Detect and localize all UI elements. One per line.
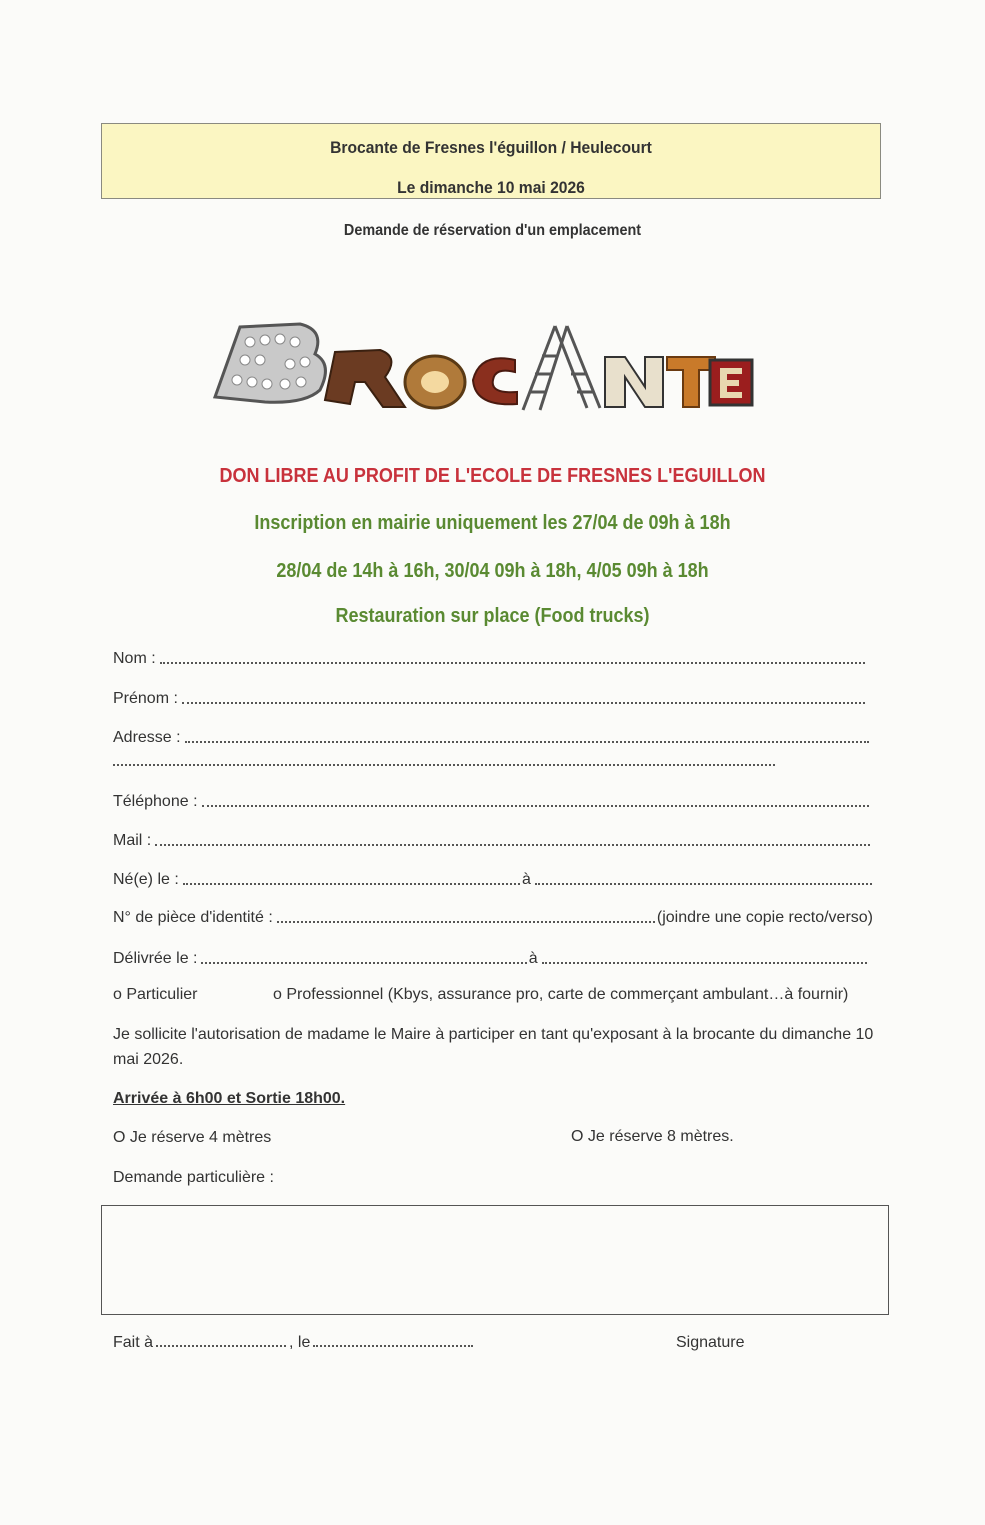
- field-mail[interactable]: [113, 828, 872, 850]
- piece-note: (joindre une copie recto/verso): [656, 909, 873, 926]
- inscription-line: Inscription en mairie uniquement les 27/04 de 09h à 18h: [254, 512, 731, 534]
- logo-letter-a-ladder: [523, 326, 600, 410]
- arrivee-sortie-note: Arrivée à 6h00 et Sortie 18h00.: [113, 1090, 346, 1107]
- field-telephone[interactable]: [113, 789, 871, 811]
- signature-label: Signature: [676, 1334, 745, 1351]
- ne-lieu-line[interactable]: [535, 882, 872, 885]
- checkbox-particulier[interactable]: o Particulier: [113, 986, 198, 1003]
- food-trucks-line: Restauration sur place (Food trucks): [335, 605, 650, 627]
- field-prenom[interactable]: [113, 686, 867, 708]
- mail-label: Mail :: [113, 832, 152, 849]
- field-adresse[interactable]: [113, 725, 871, 747]
- fait-a-label: Fait à: [113, 1334, 154, 1351]
- schedule-line: 28/04 de 14h à 16h, 30/04 09h à 18h, 4/05 09h à 18h: [276, 560, 709, 582]
- fait-a-line[interactable]: [156, 1344, 286, 1347]
- sollicite-paragraph: Je sollicite l'autorisation de madame le Maire à participer en tant qu'exposant à la brocante du dimanche 10 mai 2026.: [113, 1026, 874, 1068]
- piece-label: N° de pièce d'identité :: [113, 909, 273, 926]
- brocante-logo: [205, 312, 755, 417]
- delivree-lieu-line[interactable]: [542, 961, 867, 964]
- logo-letter-n: [605, 357, 663, 407]
- header-event-title: Brocante de Fresnes l'éguillon / Heulecourt: [330, 138, 652, 157]
- delivree-a-label: à: [528, 950, 538, 967]
- field-delivree[interactable]: [113, 946, 869, 968]
- piece-input-line[interactable]: [277, 920, 655, 923]
- adresse-input-line-2[interactable]: [113, 763, 775, 766]
- logo-letter-t: [667, 357, 715, 407]
- adresse-label: Adresse :: [113, 729, 181, 746]
- header-event-date: Le dimanche 10 mai 2026: [397, 178, 585, 197]
- fait-a-row: [113, 1334, 476, 1352]
- logo-letter-c: [473, 358, 517, 404]
- demande-particuliere-label: Demande particulière :: [113, 1169, 274, 1186]
- checkbox-professionnel[interactable]: o Professionnel (Kbys, assurance pro, carte de commerçant ambulant…à fournir): [273, 986, 849, 1003]
- adresse-input-line[interactable]: [185, 740, 869, 743]
- header-box: [101, 123, 881, 199]
- option-reserve-8m[interactable]: O Je réserve 8 mètres.: [571, 1128, 734, 1145]
- delivree-date-line[interactable]: [201, 961, 526, 964]
- field-ne-le[interactable]: [113, 867, 874, 889]
- prenom-label: Prénom :: [113, 690, 178, 707]
- demande-particuliere-box[interactable]: [101, 1205, 889, 1315]
- ne-a-label: à: [521, 871, 531, 888]
- mail-input-line[interactable]: [155, 843, 870, 846]
- le-label: , le: [289, 1334, 311, 1351]
- logo-letter-b: [215, 324, 325, 402]
- field-piece-identite[interactable]: [113, 905, 873, 927]
- don-libre-banner: DON LIBRE AU PROFIT DE L'ECOLE DE FRESNES L'EGUILLON: [219, 465, 766, 487]
- prenom-input-line[interactable]: [182, 701, 865, 704]
- nom-input-line[interactable]: [160, 661, 865, 664]
- telephone-input-line[interactable]: [202, 804, 869, 807]
- delivree-label: Délivrée le :: [113, 950, 198, 967]
- ne-le-label: Né(e) le :: [113, 871, 179, 888]
- logo-letter-r: [325, 350, 405, 407]
- ne-le-date-line[interactable]: [183, 882, 520, 885]
- option-reserve-4m[interactable]: O Je réserve 4 mètres: [113, 1129, 272, 1146]
- telephone-label: Téléphone :: [113, 793, 198, 810]
- logo-text: BROCANTE: [205, 312, 211, 313]
- date-line[interactable]: [313, 1344, 473, 1347]
- field-nom[interactable]: [113, 646, 867, 668]
- nom-label: Nom :: [113, 650, 156, 667]
- form-subtitle: Demande de réservation d'un emplacement: [343, 222, 642, 239]
- field-adresse-2[interactable]: [113, 748, 777, 770]
